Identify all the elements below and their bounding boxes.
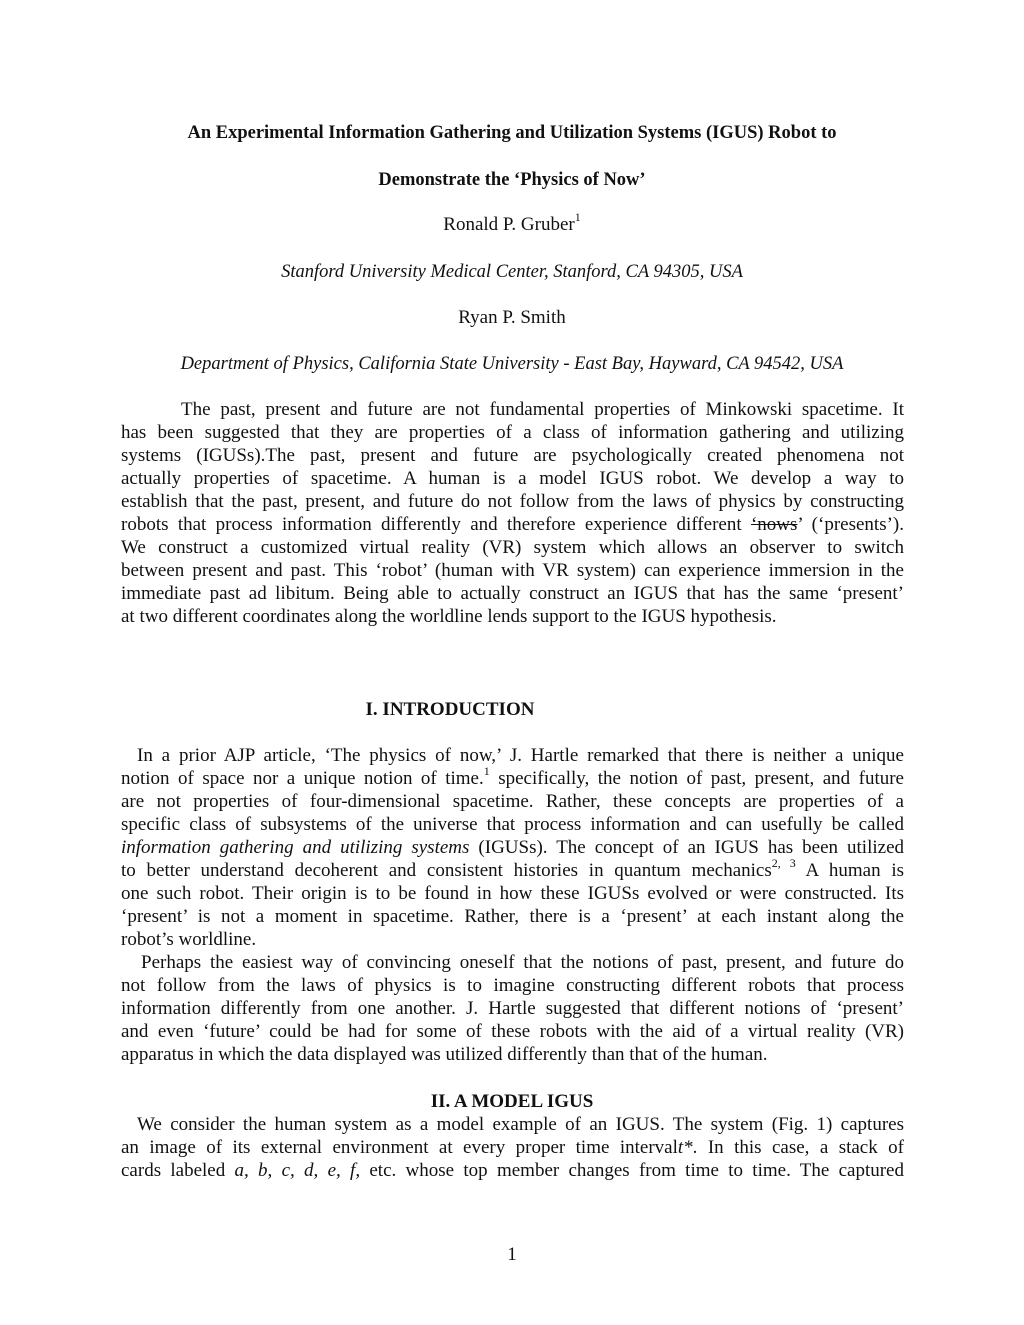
section-heading-model-igus: II. A MODEL IGUS — [430, 1091, 594, 1112]
intro-line — [121, 855, 905, 882]
abstract-line: The past, present and future are not fundamental properties of Minkowski spacetime. It — [181, 399, 904, 420]
card-labels: a, b, c, d, e, f, — [234, 1160, 361, 1181]
intro-line: specific class of subsystems of the universe that process information and can usefully be called — [121, 814, 904, 835]
title-line-1: An Experimental Information Gathering and Utilization Systems (IGUS) Robot to — [187, 123, 837, 143]
abstract-line6-prefix: robots that process information differently and therefore experience different — [121, 514, 751, 535]
intro-line: ‘present’ is not a moment in spacetime. Rather, there is a ‘present’ at each instant along the — [121, 906, 904, 927]
abstract-line: immediate past ad libitum. Being able to actually construct an IGUS that has the same ‘present’ — [121, 583, 904, 604]
intro-line: robot’s worldline. — [121, 929, 257, 950]
model-line: We consider the human system as a model example of an IGUS. The system (Fig. 1) captures — [137, 1114, 904, 1135]
page-number: 1 — [507, 1244, 517, 1265]
abstract-line — [121, 514, 904, 536]
intro-text: specifically, the notion of past, present, and future — [489, 768, 904, 789]
model-line — [121, 1137, 904, 1159]
citation-marker: 2, 3 — [771, 855, 796, 870]
time-interval-symbol: t* — [677, 1137, 693, 1158]
model-line — [121, 1160, 904, 1182]
intro-line — [121, 763, 904, 790]
abstract-line: at two different coordinates along the worldline lends support to the IGUS hypothesis. — [121, 606, 777, 627]
abstract-line: We construct a customized virtual reality (VR) system which allows an observer to switch — [121, 537, 904, 558]
intro-text: A human is — [795, 860, 905, 881]
intro-line: are not properties of four-dimensional spacetime. Rather, these concepts are properties of a — [121, 791, 904, 812]
citation-marker: 1 — [483, 763, 490, 778]
intro-text: notion of space nor a unique notion of time. — [121, 768, 484, 789]
affiliation-1: Stanford University Medical Center, Stanford, CA 94305, USA — [281, 262, 743, 282]
model-text: an image of its external environment at every proper time interval — [121, 1137, 678, 1158]
title-line-2: Demonstrate the ‘Physics of Now’ — [378, 170, 646, 190]
intro-italic: information gathering and utilizing systems — [121, 837, 470, 858]
abstract-line: actually properties of spacetime. A human is a model IGUS robot. We develop a way to — [121, 468, 904, 489]
struck-word: ‘nows — [750, 514, 798, 535]
model-text: etc. whose top member changes from time to time. The captured — [360, 1160, 904, 1181]
author-1-name: Ronald P. Gruber — [443, 214, 575, 235]
author-1-marker: 1 — [574, 209, 581, 224]
intro-p2-line: information differently from one another. J. Hartle suggested that different notions of ‘present’ — [121, 998, 904, 1019]
intro-text: (IGUSs). The concept of an IGUS has been utilized — [469, 837, 905, 858]
abstract-line: between present and past. This ‘robot’ (human with VR system) can experience immersion in the — [121, 560, 904, 581]
abstract-line: establish that the past, present, and future do not follow from the laws of physics by constructing — [121, 491, 904, 512]
intro-line: one such robot. Their origin is to be found in how these IGUSs evolved or were constructed. Its — [121, 883, 904, 904]
intro-line: In a prior AJP article, ‘The physics of now,’ J. Hartle remarked that there is neither a unique — [137, 745, 904, 766]
intro-p2-line: Perhaps the easiest way of convincing oneself that the notions of past, present, and future do — [141, 952, 904, 973]
intro-p2-line: not follow from the laws of physics is to imagine constructing different robots that process — [121, 975, 904, 996]
intro-text: to better understand decoherent and consistent histories in quantum mechanics — [121, 860, 772, 881]
author-1 — [0, 209, 1024, 236]
abstract-line6-suffix: ’ (‘presents’). — [797, 514, 904, 535]
section-heading-introduction: I. INTRODUCTION — [365, 699, 535, 720]
model-text: cards labeled — [121, 1160, 235, 1181]
abstract-line: has been suggested that they are properties of a class of information gathering and utilizing — [121, 422, 904, 443]
abstract-line: systems (IGUSs).The past, present and future are psychologically created phenomena not — [121, 445, 904, 466]
intro-p2-line: apparatus in which the data displayed was utilized differently than that of the human. — [121, 1044, 768, 1065]
affiliation-2: Department of Physics, California State University - East Bay, Hayward, CA 94542, USA — [180, 354, 844, 374]
intro-p2-line: and even ‘future’ could be had for some of these robots with the aid of a virtual reality (VR) — [121, 1021, 904, 1042]
author-2: Ryan P. Smith — [458, 307, 566, 328]
model-text: . In this case, a stack of — [692, 1137, 904, 1158]
